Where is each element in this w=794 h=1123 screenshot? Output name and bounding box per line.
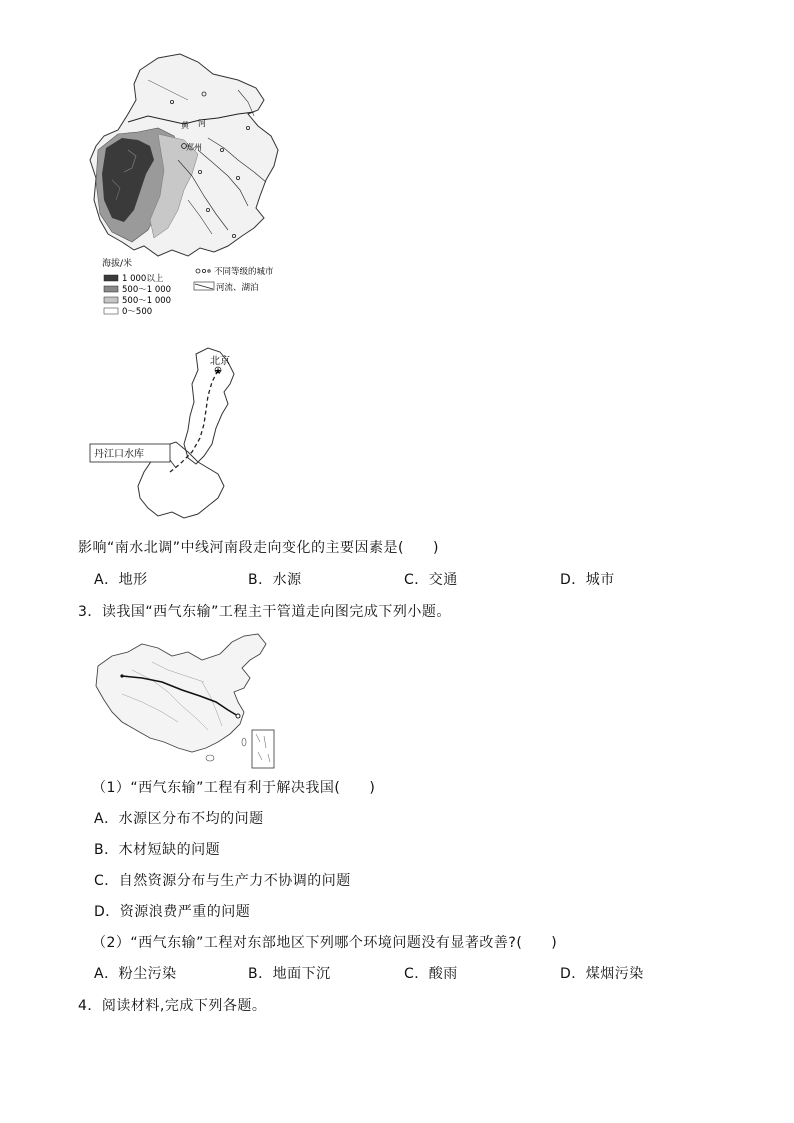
q4-intro: 4．阅读材料,完成下列各题。 (78, 998, 267, 1014)
map-label-huang: 黄 (181, 121, 189, 130)
q3-sub1-stem: （1）“西气东输”工程有利于解决我国( ) (92, 780, 376, 796)
q2-option-d: D．城市 (560, 572, 615, 588)
pipeline-map-svg (92, 630, 282, 772)
map-label-he: 河 (198, 119, 206, 128)
west-east-gas-pipeline-map (92, 630, 282, 772)
south-china-sea-inset (252, 730, 274, 768)
legend-swatch-mid (104, 286, 118, 292)
q3-sub1-option-b: B．木材短缺的问题 (94, 842, 221, 858)
q3-sub2-option-a: A．粉尘污染 (94, 966, 177, 982)
legend-item-lowmid: 500～1 000 (122, 296, 172, 306)
legend-swatch-low (104, 308, 118, 314)
beijing-star-icon: ★ (214, 367, 223, 377)
henan-relief-map (88, 50, 308, 325)
q3-sub2-option-c: C．酸雨 (404, 966, 458, 982)
legend-swatch-lowmid (104, 297, 118, 303)
q3-sub2-stem: （2）“西气东输”工程对东部地区下列哪个环境问题没有显著改善?( ) (92, 935, 558, 951)
legend-river-icon (194, 282, 214, 290)
beijing-label: 北京 (210, 356, 230, 367)
q2-option-b: B．水源 (248, 572, 302, 588)
q3-sub1-option-c: C．自然资源分布与生产力不协调的问题 (94, 873, 351, 889)
canal-route (170, 370, 218, 472)
henan-relief-map-svg (88, 50, 308, 325)
q2-stem: 影响“南水北调”中线河南段走向变化的主要因素是( ) (78, 540, 439, 556)
water-diversion-route-svg (88, 340, 268, 525)
legend-item-mid: 500～1 000 (122, 285, 172, 295)
legend-item-low: 0～500 (122, 307, 153, 317)
q3-sub2-option-b: B．地面下沉 (248, 966, 331, 982)
reservoir-label: 丹江口水库 (94, 449, 144, 460)
q2-option-a: A．地形 (94, 572, 148, 588)
map-label-zhengzhou: 郑州 (186, 143, 202, 152)
q3-intro: 3．读我国“西气东输”工程主干管道走向图完成下列小题。 (78, 604, 451, 620)
legend-title: 海拔/米 (102, 259, 133, 269)
water-diversion-route-map (88, 340, 268, 525)
q2-option-c: C．交通 (404, 572, 458, 588)
q3-sub2-option-d: D．煤烟污染 (560, 966, 644, 982)
legend-cities: 不同等级的城市 (214, 267, 274, 277)
china-outline (96, 634, 266, 752)
q3-sub1-option-d: D．资源浪费严重的问题 (94, 904, 251, 920)
legend-city-icon (196, 269, 210, 273)
q3-sub1-option-a: A．水源区分布不均的问题 (94, 811, 264, 827)
legend-swatch-high (104, 275, 118, 281)
legend-item-high: 1 000以上 (122, 274, 164, 284)
legend-rivers: 河流、湖泊 (216, 283, 259, 293)
